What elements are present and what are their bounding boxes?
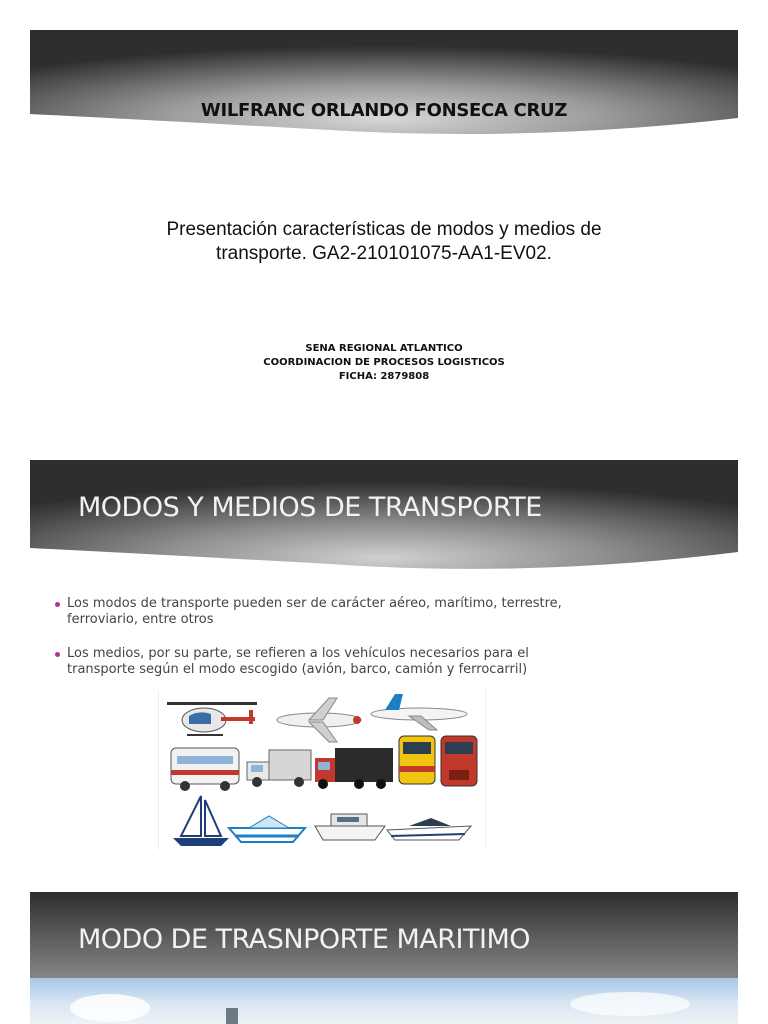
list-item — [55, 646, 615, 678]
slide-title: MODOS Y MEDIOS DE TRANSPORTE — [78, 492, 542, 523]
box-truck-icon — [247, 750, 311, 787]
subtitle-line: Presentación características de modos y medios de — [166, 219, 602, 240]
author-name: WILFRANC ORLANDO FONSECA CRUZ — [200, 100, 568, 121]
bullet-text-line: transporte según el modo escogido (avión, barco, camión y ferrocarril) — [67, 662, 528, 677]
bullet-dot-icon — [55, 652, 60, 657]
bullet-text-line: Los modos de transporte pueden ser de carácter aéreo, marítimo, terrestre, — [67, 596, 562, 611]
modes-banner — [30, 460, 738, 575]
bullet-text-line: ferroviario, entre otros — [67, 612, 214, 627]
helicopter-icon — [167, 702, 257, 736]
sailboat-icon — [173, 796, 229, 846]
camper-van-icon — [171, 748, 239, 791]
subtitle-line: transporte. GA2-210101075-AA1-EV02. — [216, 243, 552, 264]
title-slide — [30, 30, 738, 430]
bullet-text-line: Los medios, por su parte, se refieren a los vehículos necesarios para el — [67, 646, 529, 661]
bullet-list — [55, 596, 615, 696]
motorboat-icon — [229, 816, 305, 842]
vehicles-illustration — [158, 690, 486, 850]
title-banner — [30, 30, 738, 142]
train-icon — [399, 736, 435, 784]
locomotive-icon — [441, 736, 477, 786]
speedboat-icon — [387, 818, 471, 840]
org-line: COORDINACION DE PROCESOS LOGISTICOS — [263, 357, 505, 368]
list-item — [55, 596, 615, 628]
presentation-subtitle — [90, 218, 678, 266]
yacht-icon — [315, 814, 385, 840]
maritime-photo — [30, 978, 738, 1024]
slide-title: MODO DE TRASNPORTE MARITIMO — [78, 924, 531, 955]
org-line: SENA REGIONAL ATLANTICO — [305, 343, 463, 354]
org-line: FICHA: 2879808 — [338, 371, 430, 382]
organization-block — [30, 342, 738, 384]
airliner-icon — [371, 694, 467, 730]
maritime-banner — [30, 892, 738, 982]
airplane-icon — [277, 698, 361, 742]
semi-truck-icon — [315, 748, 393, 789]
bullet-dot-icon — [55, 602, 60, 607]
